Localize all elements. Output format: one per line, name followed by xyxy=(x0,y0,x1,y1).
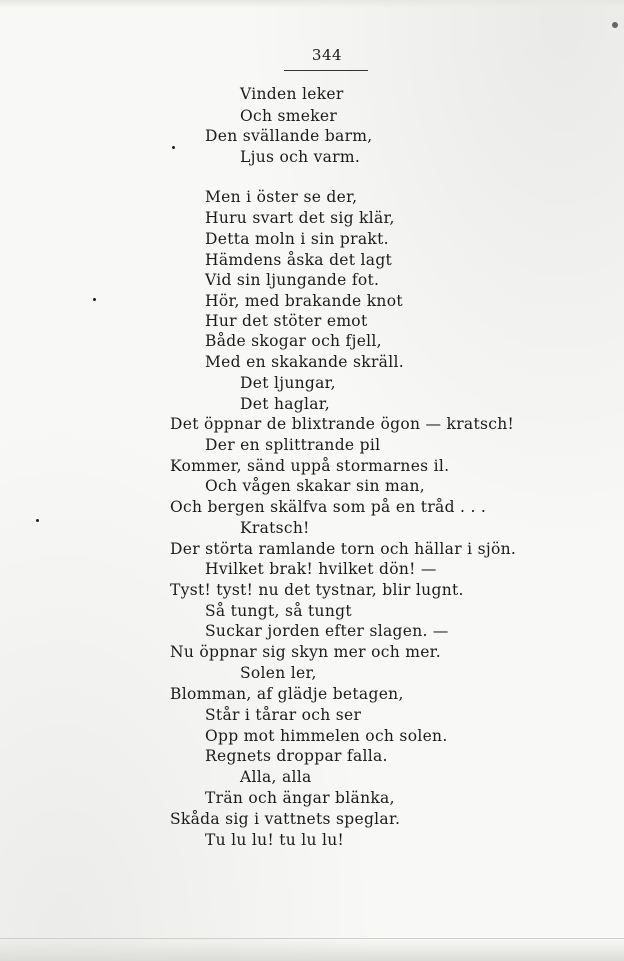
poem-line: Der störta ramlande torn och hällar i sjön. xyxy=(170,540,517,558)
poem-line: Der en splittrande pil xyxy=(205,436,381,454)
ink-speck xyxy=(93,298,96,301)
poem-line: Hur det stöter emot xyxy=(205,312,368,330)
ink-speck xyxy=(36,519,39,522)
poem-line: Kratsch! xyxy=(240,519,310,537)
poem-line: Det ljungar, xyxy=(240,374,336,392)
poem-line: Tu lu lu! tu lu lu! xyxy=(205,831,345,849)
poem-line: Hämdens åska det lagt xyxy=(205,251,393,269)
poem-line: Både skogar och fjell, xyxy=(205,332,382,350)
poem-line: Hvilket brak! hvilket dön! — xyxy=(205,560,437,578)
poem-line: Alla, alla xyxy=(240,768,312,786)
poem-line: Trän och ängar blänka, xyxy=(205,789,395,807)
poem-line: Med en skakande skräll. xyxy=(205,353,404,371)
poem-line: Solen ler, xyxy=(240,664,317,682)
poem-line: Nu öppnar sig skyn mer och mer. xyxy=(170,643,441,661)
poem-line: Ljus och varm. xyxy=(240,148,361,166)
poem-line: Så tungt, så tungt xyxy=(205,602,352,620)
poem-line: Den svällande barm, xyxy=(205,127,373,145)
poem-line: Och bergen skälfva som på en tråd . . . xyxy=(170,498,487,516)
page-number: 344 xyxy=(311,46,343,64)
ink-speck xyxy=(612,22,618,28)
poem-line: Vid sin ljungande fot. xyxy=(205,271,380,289)
poem-line: Suckar jorden efter slagen. — xyxy=(205,622,449,640)
poem-line: Vinden leker xyxy=(240,85,344,103)
poem-line: Regnets droppar falla. xyxy=(205,747,388,765)
poem-line: Och smeker xyxy=(240,107,338,125)
poem-line: Står i tårar och ser xyxy=(205,706,362,724)
poem-line: Opp mot himmelen och solen. xyxy=(205,727,448,745)
poem-line: Skåda sig i vattnets speglar. xyxy=(170,810,401,828)
poem-line: Blomman, af glädje betagen, xyxy=(170,685,404,703)
ink-speck xyxy=(172,146,175,149)
poem-line: Och vågen skakar sin man, xyxy=(205,477,426,495)
poem-line: Kommer, sänd uppå stormarnes il. xyxy=(170,457,450,475)
poem-line: Hör, med brakande knot xyxy=(205,292,403,310)
poem-line: Detta moln i sin prakt. xyxy=(205,230,389,248)
poem-line: Tyst! tyst! nu det tystnar, blir lugnt. xyxy=(170,581,464,599)
poem-line: Det öppnar de blixtrande ögon — kratsch! xyxy=(170,415,515,433)
poem-line: Men i öster se der, xyxy=(205,188,358,206)
poem-line: Huru svart det sig klär, xyxy=(205,209,395,227)
poem-line: Det haglar, xyxy=(240,395,331,413)
